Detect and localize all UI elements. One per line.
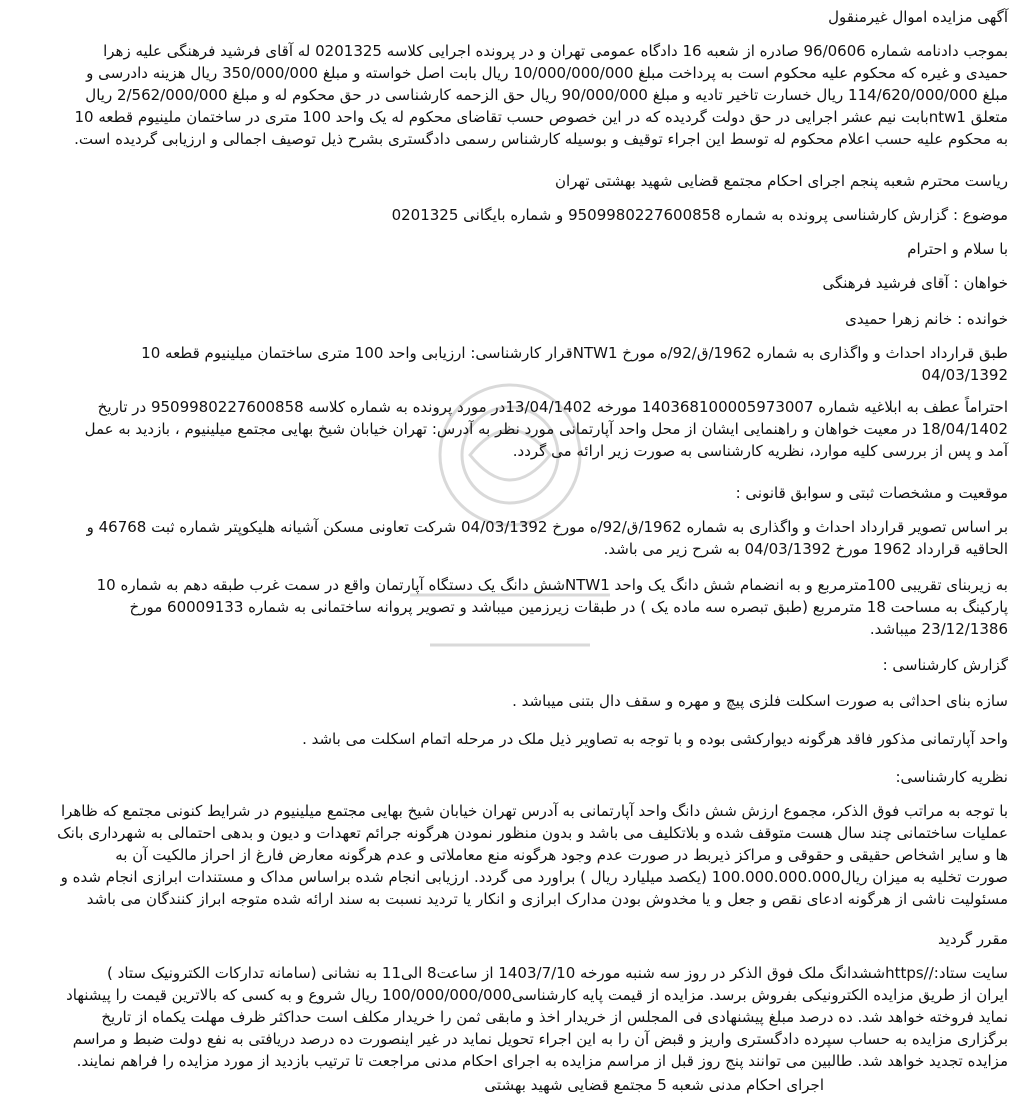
- signature-line: اجرای احکام مدنی شعبه 5 مجتمع قضایی شهید بهشتی: [484, 1076, 824, 1094]
- contract-line: طبق قرارداد احداث و واگذاری به شماره 1962/ق/92/ه مورخ NTW1قرار کارشناسی: ارزیابی واحد 100 متری ساختمان میلینیوم قطعه 10: [141, 344, 1008, 362]
- legal-line: بر اساس تصویر قرارداد احداث و واگذاری به شماره 1962/ق/92/ه مورخ 04/03/1392 شرکت تعاونی مسکن آشیانه هلیکوپتر شماره ثبت 46768 و: [86, 518, 1008, 536]
- reference-line: 18/04/1402 در معیت خواهان و راهنمایی ایشان از محل واحد آپارتمانی مورد نظر به آدرس: تهران خیابان شیخ بهایی مجتمع میلینیوم ، بازدید به عمل: [84, 420, 1008, 438]
- unit-line: پارکینگ به مساحت 18 مترمربع (طبق تبصره سه ماده یک ) در طبقات زیرزمین میباشد و تصویر پروانه ساختمانی به شماره 60009133 مورخ: [129, 598, 1008, 616]
- contract-line: 04/03/1392: [921, 366, 1008, 384]
- intro-line: مبلغ 114/620/000/000 ریال خسارت تاخیر تادیه و مبلغ 90/000/000 ریال حق الزحمه کارشناسی در حق محکوم له و مبلغ 2/562/000/000 ریال: [85, 86, 1008, 104]
- intro-line: بموجب دادنامه شماره 96/0606 صادره از شعبه 16 دادگاه عمومی تهران و در پرونده اجرایی کلاسه 0201325 له آقای فرشید فرهنگی علیه زهرا: [103, 42, 1008, 60]
- auction-line: برگزاری مزایده به حساب سپرده دادگستری واریز و قبض آن را به این اجراء تحویل نماید در غیر اینصورت ده درصد دریافتی به نفع دولت ضبط و مراسم: [72, 1030, 1008, 1048]
- decided-line: مقرر گردید: [937, 930, 1008, 948]
- opinion-paragraph: [16, 800, 1008, 910]
- opinion-line: ها و سایر اشخاص حقیقی و حقوقی و مراکز ذیربط در صورت عدم وجود هرگونه منع معاملاتی و عدم هرگونه معارض فارغ از احراز مالکیت آن به: [115, 846, 1008, 864]
- opinion-line: با توجه به مراتب فوق الذکر، مجموع ارزش شش دانگ واحد آپارتمانی به آدرس تهران خیابان شیخ بهایی مجتمع میلینیوم در شرایط کنونی مجتمع که ظاهرا: [60, 802, 1008, 820]
- contract-paragraph: [16, 342, 1008, 386]
- intro-line: به محکوم علیه حسب اعلام محکوم له توسط این اجراء توقیف و بوسیله کارشناس رسمی دادگستری بشرح ذیل توصیف اجمالی و ارزیابی گردیده است.: [74, 130, 1008, 148]
- auction-line: سایت ستاد://httpsششدانگ ملک فوق الذکر در روز سه شنبه مورخه 1403/7/10 از ساعت8 الی11 به نشانی (سامانه تدارکات الکترونیک ستاد ): [107, 964, 1008, 982]
- intro-line: متعلق ntw1بابت نیم عشر اجرایی در حق دولت گردیده که در این خصوص حسب تقاضای محکوم له یک واحد 100 متری در ساختمان ملینیوم قطعه 10: [74, 108, 1008, 126]
- defendant: خوانده : خانم زهرا حمیدی: [845, 310, 1008, 328]
- intro-paragraph: [16, 40, 1008, 150]
- unit-status-line: واحد آپارتمانی مذکور فاقد هرگونه دیوارکشی بوده و با توجه به تصاویر ذیل ملک در مرحله اتمام اسکلت می باشد .: [302, 730, 1008, 748]
- unit-paragraph: [16, 574, 1008, 640]
- structure-line: سازه بنای احداثی به صورت اسکلت فلزی پیچ و مهره و سقف دال بتنی میباشد .: [512, 692, 1008, 710]
- addressee: ریاست محترم شعبه پنجم اجرای احکام مجتمع قضایی شهید بهشتی تهران: [555, 172, 1008, 190]
- subject-line: موضوع : گزارش کارشناسی پرونده به شماره 9509980227600858 و شماره بایگانی 0201325: [391, 206, 1008, 224]
- unit-line: 23/12/1386 میباشد.: [869, 620, 1008, 638]
- auction-line: ایران از طریق مزایده الکترونیکی بفروش برسد. مزایده از قیمت پایه کارشناسی100/000/000/000 ریال شروع و به کسی که بالاترین قیمت را پیشنهاد: [66, 986, 1008, 1004]
- unit-line: به زیربنای تقریبی 100مترمربع و به انضمام شش دانگ یک واحد NTW1شش دانگ یک دستگاه آپارتمان واقع در سمت غرب طبقه دهم به شماره 10: [96, 576, 1008, 594]
- opinion-heading: نظریه کارشناسی:: [895, 768, 1008, 786]
- auction-line: مزایده تجدید خواهد شد. طالبین می توانند پنج روز قبل از مراسم مزایده به اجرای احکام مدنی مراجعت تا ترتیب بازدید از مورد مزایده را فراهم نمایند.: [76, 1052, 1008, 1070]
- reference-paragraph: [16, 396, 1008, 462]
- opinion-line: صورت تخلیه به میزان ریال100.000.000.000 (یکصد میلیارد ریال ) براورد می گردد. ارزیابی انجام شده براساس مداک و مستندات ابرازی انجام شده و: [60, 868, 1008, 886]
- report-heading: گزارش کارشناسی :: [882, 656, 1008, 674]
- legal-heading: موقعیت و مشخصات ثبتی و سوابق قانونی :: [735, 484, 1008, 502]
- auction-line: نماید فروخته خواهد شد. ده درصد مبلغ پیشنهادی فی المجلس از خریدار اخذ و مابقی ثمن را خریدار مکلف است حداکثر ظرف مهلت یکماه از تاریخ: [101, 1008, 1008, 1026]
- opinion-line: عملیات ساختمانی چند سال هست متوقف شده و بلاتکلیف می باشد و بدون منظور نمودن هرگونه جرائم تعهدات و دیون و بدهی احتمالی به شهرداری بانک: [57, 824, 1008, 842]
- auction-paragraph: [16, 962, 1008, 1072]
- intro-line: حمیدی و غیره که محکوم علیه محکوم است به پرداخت مبلغ 10/000/000/000 ریال بابت اصل خواسته و مبلغ 350/000/000 ریال هزینه دادرسی و: [86, 64, 1008, 82]
- reference-line: آمد و پس از بررسی کلیه موارد، نظریه کارشناسی به صورت زیر ارائه می گردد.: [512, 442, 1008, 460]
- reference-line: احتراماً عطف به ابلاغیه شماره 140368100005973007 مورخه 13/04/1402در مورد پرونده به شماره کلاسه 9509980227600858 در تاریخ: [97, 398, 1008, 416]
- claimant: خواهان : آقای فرشید فرهنگی: [822, 274, 1008, 292]
- opinion-line: مسئولیت ناشی از هرگونه ادعای نقص و جعل و یا مخدوش بودن مدارک ابرازی و انکار یا تردید نسبت به سند ارائه شده متوجه ابراز کنندگان می باشد: [86, 890, 1008, 908]
- legal-line: الحاقیه قرارداد 1962 مورخ 04/03/1392 به شرح زیر می باشد.: [603, 540, 1008, 558]
- legal-paragraph: [16, 516, 1008, 560]
- greeting: با سلام و احترام: [907, 240, 1008, 258]
- notice-title: آگهی مزایده اموال غیرمنقول: [828, 8, 1008, 26]
